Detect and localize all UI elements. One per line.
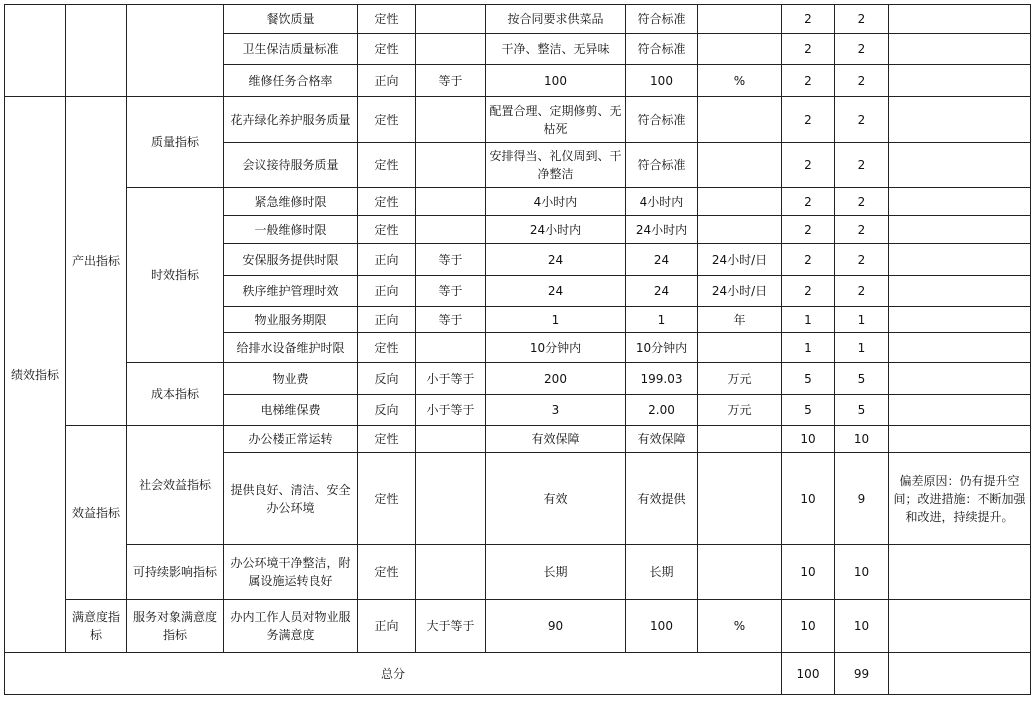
indicator-operator	[416, 34, 486, 65]
indicator-nature: 定性	[358, 97, 416, 143]
indicator-actual: 24	[626, 276, 698, 307]
indicator-nature: 定性	[358, 34, 416, 65]
indicator-nature: 定性	[358, 5, 416, 34]
indicator-remark: 偏差原因：仍有提升空间；改进措施：不断加强和改进，持续提升。	[889, 453, 1031, 545]
indicator-name: 办公楼正常运转	[224, 426, 358, 453]
indicator-remark	[889, 143, 1031, 188]
indicator-nature: 反向	[358, 363, 416, 395]
indicator-weight: 5	[782, 395, 835, 426]
indicator-operator	[416, 216, 486, 244]
indicator-actual: 10分钟内	[626, 333, 698, 363]
indicator-target: 4小时内	[486, 188, 626, 216]
table-row	[5, 5, 1031, 34]
indicator-unit	[698, 216, 782, 244]
indicator-target: 24	[486, 276, 626, 307]
indicator-weight: 2	[782, 188, 835, 216]
indicator-actual: 符合标准	[626, 34, 698, 65]
indicator-actual: 100	[626, 65, 698, 97]
indicator-weight: 10	[782, 600, 835, 653]
indicator-actual: 符合标准	[626, 5, 698, 34]
indicator-name: 电梯维保费	[224, 395, 358, 426]
indicator-weight: 10	[782, 453, 835, 545]
indicator-nature: 正向	[358, 276, 416, 307]
indicator-actual: 有效提供	[626, 453, 698, 545]
indicator-operator	[416, 188, 486, 216]
indicator-weight: 5	[782, 363, 835, 395]
subgroup-cost-label: 成本指标	[127, 363, 224, 426]
indicator-score: 2	[835, 65, 889, 97]
indicator-unit	[698, 188, 782, 216]
indicator-score: 1	[835, 333, 889, 363]
indicator-name: 安保服务提供时限	[224, 244, 358, 276]
indicator-actual: 24小时内	[626, 216, 698, 244]
indicator-operator: 等于	[416, 244, 486, 276]
indicator-name: 餐饮质量	[224, 5, 358, 34]
indicator-remark	[889, 97, 1031, 143]
indicator-remark	[889, 363, 1031, 395]
indicator-target: 干净、整洁、无异味	[486, 34, 626, 65]
indicator-remark	[889, 244, 1031, 276]
group-output-label: 产出指标	[66, 97, 127, 426]
indicator-nature: 正向	[358, 65, 416, 97]
indicator-actual: 24	[626, 244, 698, 276]
indicator-name: 给排水设备维护时限	[224, 333, 358, 363]
indicator-target: 安排得当、礼仪周到、干净整洁	[486, 143, 626, 188]
indicator-name: 会议接待服务质量	[224, 143, 358, 188]
indicator-remark	[889, 276, 1031, 307]
indicator-remark	[889, 34, 1031, 65]
indicator-operator	[416, 426, 486, 453]
indicator-target: 90	[486, 600, 626, 653]
indicator-weight: 10	[782, 426, 835, 453]
indicator-unit: 万元	[698, 395, 782, 426]
indicator-actual: 1	[626, 307, 698, 333]
indicator-score: 2	[835, 34, 889, 65]
indicator-remark	[889, 188, 1031, 216]
indicator-remark	[889, 426, 1031, 453]
indicator-remark	[889, 307, 1031, 333]
total-row	[5, 653, 1031, 695]
indicator-operator: 等于	[416, 65, 486, 97]
subgroup-quality-label: 质量指标	[127, 97, 224, 188]
indicator-actual: 2.00	[626, 395, 698, 426]
indicator-remark	[889, 65, 1031, 97]
indicator-unit: 万元	[698, 363, 782, 395]
indicator-target: 24	[486, 244, 626, 276]
indicator-nature: 定性	[358, 188, 416, 216]
group-benefit-label: 效益指标	[66, 426, 127, 600]
indicator-nature: 定性	[358, 333, 416, 363]
indicator-operator: 大于等于	[416, 600, 486, 653]
indicator-score: 10	[835, 545, 889, 600]
indicator-unit: 24小时/日	[698, 276, 782, 307]
table-row	[5, 426, 1031, 453]
indicator-nature: 定性	[358, 216, 416, 244]
indicator-target: 100	[486, 65, 626, 97]
indicator-unit	[698, 333, 782, 363]
total-score: 99	[835, 653, 889, 695]
indicator-name: 一般维修时限	[224, 216, 358, 244]
indicator-unit	[698, 5, 782, 34]
indicator-nature: 正向	[358, 600, 416, 653]
table-row	[5, 363, 1031, 395]
indicator-nature: 定性	[358, 143, 416, 188]
indicator-target: 按合同要求供菜品	[486, 5, 626, 34]
indicator-target: 24小时内	[486, 216, 626, 244]
indicator-name: 维修任务合格率	[224, 65, 358, 97]
subgroup-sustainable-label: 可持续影响指标	[127, 545, 224, 600]
indicator-nature: 定性	[358, 426, 416, 453]
indicator-weight: 2	[782, 97, 835, 143]
indicator-score: 5	[835, 395, 889, 426]
indicator-score: 2	[835, 276, 889, 307]
table-body	[5, 5, 1031, 695]
indicator-name: 卫生保洁质量标准	[224, 34, 358, 65]
blank-level3-cell	[127, 5, 224, 97]
indicator-operator	[416, 5, 486, 34]
indicator-nature: 正向	[358, 307, 416, 333]
indicator-target: 有效保障	[486, 426, 626, 453]
indicator-unit	[698, 34, 782, 65]
indicator-operator	[416, 453, 486, 545]
indicator-unit	[698, 97, 782, 143]
blank-level1-cell	[5, 5, 66, 97]
indicator-score: 5	[835, 363, 889, 395]
indicator-name: 物业服务期限	[224, 307, 358, 333]
subgroup-service-object-label: 服务对象满意度指标	[127, 600, 224, 653]
indicator-weight: 2	[782, 244, 835, 276]
indicator-actual: 100	[626, 600, 698, 653]
indicator-operator	[416, 97, 486, 143]
subgroup-timeliness-label: 时效指标	[127, 188, 224, 363]
indicator-actual: 长期	[626, 545, 698, 600]
indicator-nature: 定性	[358, 453, 416, 545]
indicator-nature: 定性	[358, 545, 416, 600]
total-remark	[889, 653, 1031, 695]
indicator-name: 办公环境干净整洁，附属设施运转良好	[224, 545, 358, 600]
indicator-score: 9	[835, 453, 889, 545]
indicator-score: 2	[835, 216, 889, 244]
indicator-target: 长期	[486, 545, 626, 600]
indicator-unit	[698, 143, 782, 188]
indicator-remark	[889, 216, 1031, 244]
indicator-name: 办内工作人员对物业服务满意度	[224, 600, 358, 653]
indicator-unit: 年	[698, 307, 782, 333]
indicator-remark	[889, 5, 1031, 34]
indicator-name: 花卉绿化养护服务质量	[224, 97, 358, 143]
indicator-unit: %	[698, 65, 782, 97]
indicator-operator: 小于等于	[416, 363, 486, 395]
indicator-actual: 199.03	[626, 363, 698, 395]
indicator-target: 1	[486, 307, 626, 333]
indicator-target: 200	[486, 363, 626, 395]
indicator-target: 10分钟内	[486, 333, 626, 363]
indicator-weight: 2	[782, 65, 835, 97]
indicator-weight: 2	[782, 143, 835, 188]
indicator-score: 1	[835, 307, 889, 333]
indicator-score: 10	[835, 600, 889, 653]
indicator-remark	[889, 545, 1031, 600]
performance-table	[4, 4, 1031, 695]
indicator-weight: 1	[782, 333, 835, 363]
table-row	[5, 600, 1031, 653]
indicator-score: 2	[835, 97, 889, 143]
indicator-target: 3	[486, 395, 626, 426]
indicator-unit: %	[698, 600, 782, 653]
indicator-unit: 24小时/日	[698, 244, 782, 276]
indicator-name: 物业费	[224, 363, 358, 395]
indicator-weight: 2	[782, 276, 835, 307]
indicator-unit	[698, 453, 782, 545]
indicator-score: 2	[835, 188, 889, 216]
indicator-unit	[698, 426, 782, 453]
group-satisfaction-label: 满意度指标	[66, 600, 127, 653]
table-row	[5, 97, 1031, 143]
indicator-weight: 2	[782, 216, 835, 244]
indicator-score: 10	[835, 426, 889, 453]
indicator-weight: 2	[782, 34, 835, 65]
indicator-remark	[889, 600, 1031, 653]
indicator-target: 配置合理、定期修剪、无枯死	[486, 97, 626, 143]
indicator-score: 2	[835, 244, 889, 276]
indicator-weight: 10	[782, 545, 835, 600]
level1-label: 绩效指标	[5, 97, 66, 653]
indicator-actual: 有效保障	[626, 426, 698, 453]
indicator-operator	[416, 143, 486, 188]
indicator-weight: 1	[782, 307, 835, 333]
indicator-operator	[416, 333, 486, 363]
indicator-operator: 小于等于	[416, 395, 486, 426]
indicator-operator	[416, 545, 486, 600]
indicator-unit	[698, 545, 782, 600]
indicator-nature: 反向	[358, 395, 416, 426]
indicator-operator: 等于	[416, 276, 486, 307]
indicator-score: 2	[835, 143, 889, 188]
indicator-actual: 符合标准	[626, 97, 698, 143]
indicator-remark	[889, 333, 1031, 363]
indicator-nature: 正向	[358, 244, 416, 276]
indicator-actual: 符合标准	[626, 143, 698, 188]
indicator-target: 有效	[486, 453, 626, 545]
indicator-score: 2	[835, 5, 889, 34]
blank-level2-cell	[66, 5, 127, 97]
total-label: 总分	[5, 653, 782, 695]
table-row	[5, 545, 1031, 600]
indicator-actual: 4小时内	[626, 188, 698, 216]
indicator-name: 紧急维修时限	[224, 188, 358, 216]
indicator-name: 秩序维护管理时效	[224, 276, 358, 307]
subgroup-social-label: 社会效益指标	[127, 426, 224, 545]
total-weight: 100	[782, 653, 835, 695]
indicator-operator: 等于	[416, 307, 486, 333]
indicator-name: 提供良好、清洁、安全办公环境	[224, 453, 358, 545]
indicator-weight: 2	[782, 5, 835, 34]
indicator-remark	[889, 395, 1031, 426]
table-row	[5, 188, 1031, 216]
